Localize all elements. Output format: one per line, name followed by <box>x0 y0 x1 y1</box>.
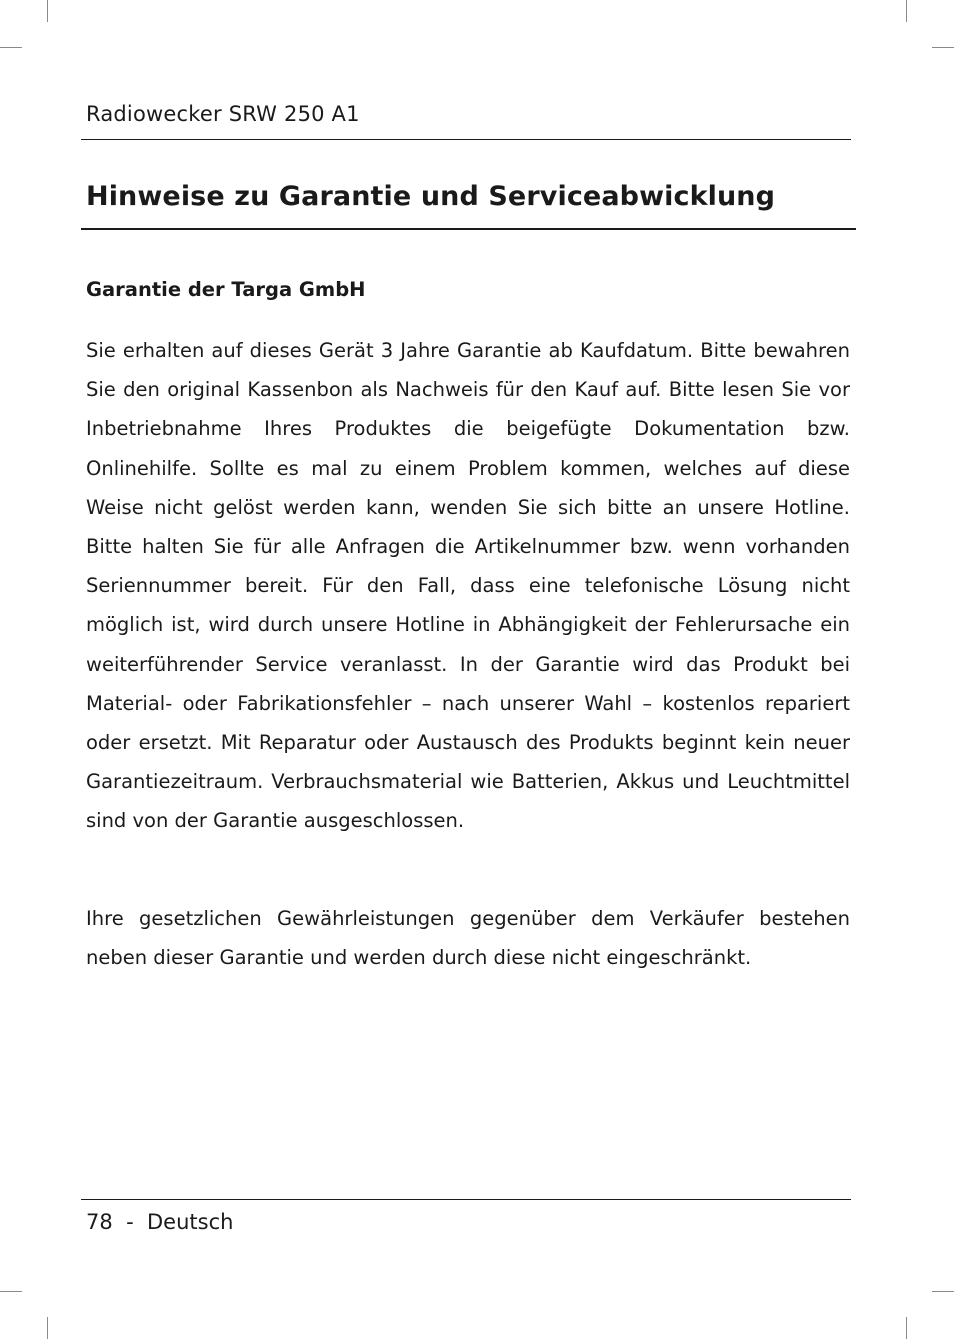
crop-mark <box>0 47 22 48</box>
crop-mark <box>47 0 48 22</box>
chapter-title: Hinweise zu Garantie und Serviceabwicklung <box>86 181 776 212</box>
crop-mark <box>0 1291 22 1292</box>
crop-mark <box>47 1317 48 1339</box>
body-paragraph: Ihre gesetzlichen Gewährleistungen gegenüber dem Verkäufer bestehen neben dieser Garantie und werden durch diese nicht eingeschränkt. <box>86 907 850 970</box>
chapter-title-rule <box>81 228 856 230</box>
crop-mark <box>906 1317 907 1339</box>
crop-mark <box>932 47 954 48</box>
footer-rule <box>81 1199 851 1200</box>
body-paragraph: Sie erhalten auf dieses Gerät 3 Jahre Garantie ab Kaufdatum. Bitte bewahren Sie den original Kassenbon als Nachweis für den Kauf auf. Bitte lesen Sie vor Inbetriebnahme Ihres Produktes die beigefügte Dokumentation bzw. Onlinehilfe. Sollte es mal zu einem Problem kommen, welches auf diese Weise nicht gelöst werden kann, wenden Sie sich bitte an unsere Hotline. Bitte halten Sie für alle Anfragen die Artikelnummer bzw. wenn vorhanden Seriennummer bereit. Für den Fall, dass eine telefonische Lösung nicht möglich ist, wird durch unsere Hotline in Abhängigkeit der Fehlerursache ein weiterführender Service veranlasst. In der Garantie wird das Produkt bei Material- oder Fabrikationsfehler – nach unserer Wahl – kostenlos repariert oder ersetzt. Mit Reparatur oder Austausch des Produkts beginnt kein neuer Garantiezeitraum. Verbrauchsmaterial wie Batterien, Akkus und Leuchtmittel sind von der Garantie ausgeschlossen. <box>86 339 850 833</box>
crop-mark <box>906 0 907 22</box>
page-footer: 78 - Deutsch <box>86 1210 234 1234</box>
section-title: Garantie der Targa GmbH <box>86 278 366 301</box>
running-header: Radiowecker SRW 250 A1 <box>86 102 360 126</box>
header-rule <box>81 139 851 140</box>
crop-mark <box>932 1291 954 1292</box>
